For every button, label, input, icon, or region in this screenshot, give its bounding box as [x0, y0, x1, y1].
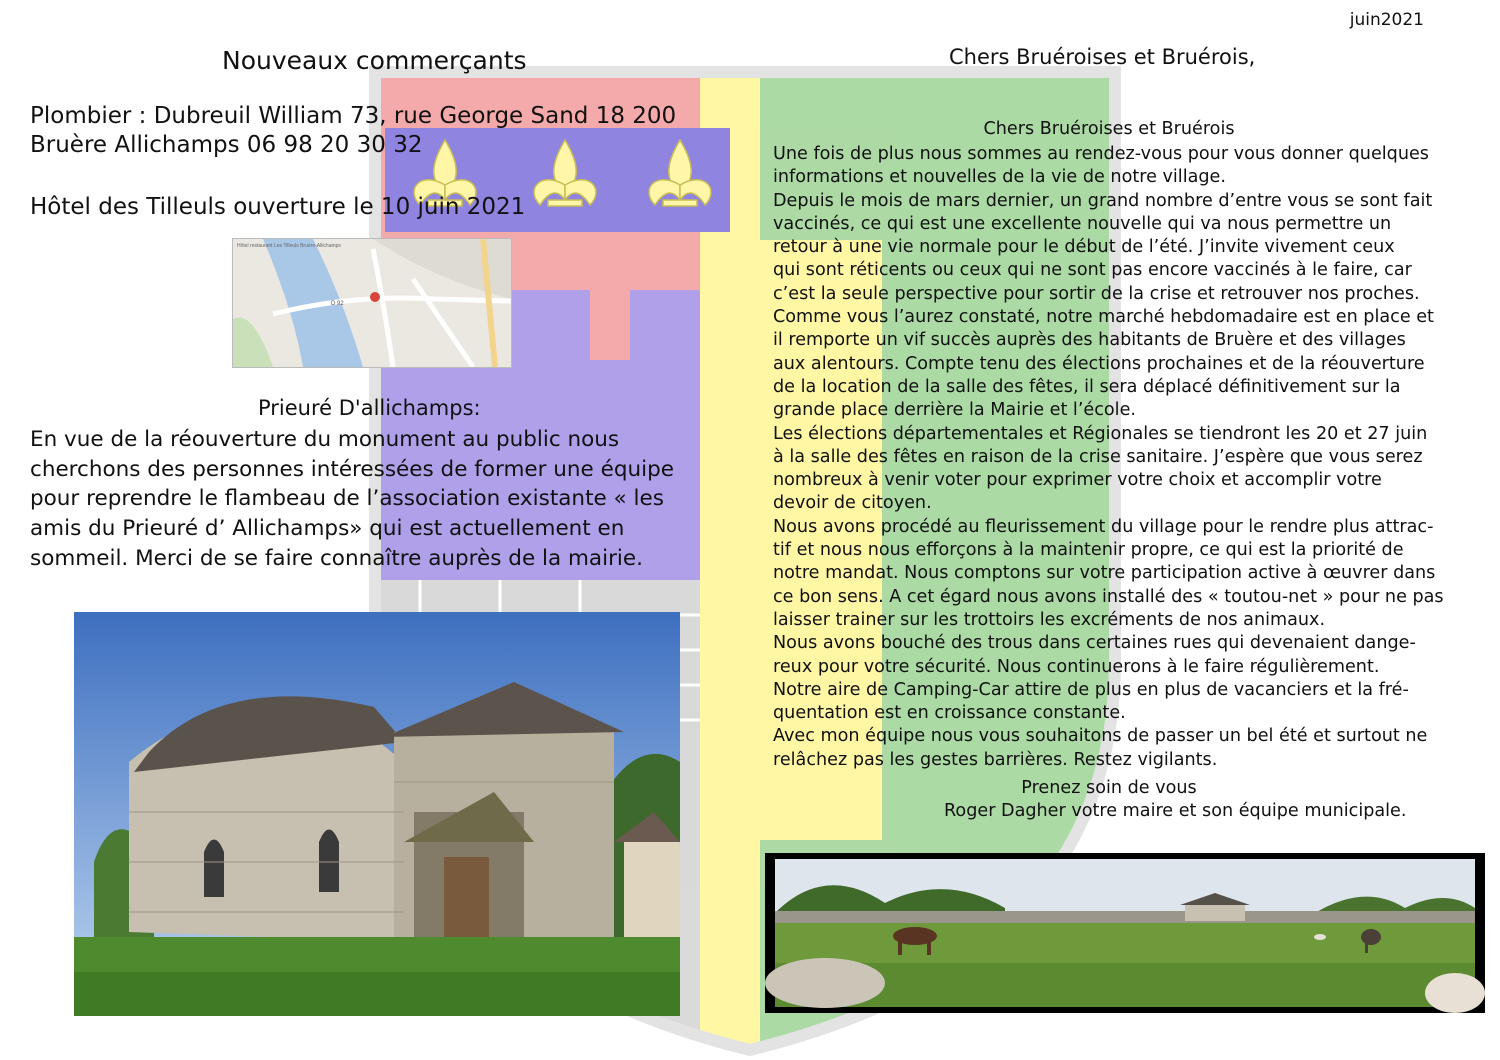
prieure-photo — [74, 612, 680, 1016]
letter-closing: Prenez soin de vous — [1021, 778, 1197, 798]
map-caption: Hôtel restaurant Les Tilleuls Bruère-Allichamps — [237, 243, 341, 249]
hotel-notice: Hôtel des Tilleuls ouverture le 10 juin 2021 — [30, 194, 526, 220]
prieure-text: En vue de la réouverture du monument au public nous cherchons des personnes intéressées de former une équipe pour reprendre le flambeau de l’association existante « les amis du Prieuré d’ Allichamps» qui est actuellement en sommeil. Merci de se faire connaître auprès de la mairie. — [30, 427, 674, 571]
new-merchants-title: Nouveaux commerçants — [222, 46, 527, 75]
map-road-label: D 92 — [331, 301, 344, 307]
letter-signature: Roger Dagher votre maire et son équipe municipale. — [944, 801, 1407, 821]
plumber-notice: Plombier : Dubreuil William 73, rue George Sand 18 200 Bruère Allichamps 06 98 20 30 32 — [30, 103, 677, 158]
village-field-photo — [765, 853, 1485, 1013]
map-pin-icon — [370, 292, 380, 302]
prieure-title: Prieuré D'allichamps: — [258, 396, 481, 420]
letter-greeting: Chers Bruéroises et Bruérois — [983, 119, 1235, 139]
letter-body: Une fois de plus nous sommes au rendez-vous pour vous donner quelques informations et nouvelles de la vie de notre village. Depuis le mois de mars dernier, un grand nombre d’entre vous se sont fait vaccinés, ce qui est une excellente nouvelle qui va nous permettre un retour à une vie normale pour le début de l’été. J’invite vivement ceux qui sont réticents ou ceux qui ne sont pas encore vaccinés à le faire, car c’est la seule perspective pour sortir de la crise et retrouver nos proches. Comme vous l’aurez constaté, notre marché hebdomadaire est en place et il remporte un vif succès auprès des habitants de Bruère et des villages aux alentours. Compte tenu des élections prochaines et de la réouverture de la location de la salle des fêtes, il sera déplacé définitivement sur la grande place derrière la Mairie et l’école. Les élections départementales et Régionales se tiendront les 20 et 27 juin à la salle des fêtes en raison de la crise sanitaire. J’espère que vous serez nombreux à venir voter pour exprimer votre choix et accomplir votre devoir de citoyen. Nous avons procédé au fleurissement du village pour le rendre plus attrac- tif et nous nous efforçons à la maintenir propre, ce qui est la priorité de notre mandat. Nous comptons sur votre participation active à œuvrer dans ce bon sens. A cet égard nous avons installé des « toutou-net » pour ne pas laisser trainer sur les trottoirs les excréments de nos animaux. Nous avons bouché des trous dans certaines rues qui devenaient dange- reux pour votre sécurité. Nous continuerons à le faire régulièrement. Notre aire de Camping-Car attire de plus en plus de vacanciers et la fré- quentation est en croissance constante. Avec mon équipe nous vous souhaitons de passer un bel été et surtout ne relâchez pas les gestes barrières. Restez vigilants. — [773, 144, 1444, 770]
letter-heading: Chers Bruéroises et Bruérois, — [949, 45, 1256, 69]
hotel-map — [232, 238, 512, 368]
issue-date: juin2021 — [1349, 10, 1424, 30]
